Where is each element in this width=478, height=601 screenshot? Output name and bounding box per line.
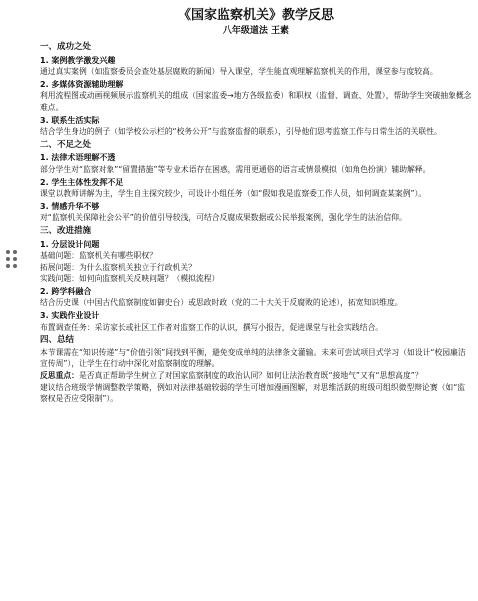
subsection-heading: 1. 案例教学激发兴趣 [40, 55, 116, 65]
section-heading: 四、总结 [40, 335, 75, 346]
paragraph: 结合历史课（中国古代监察制度如御史台）或思政时政（党的二十大关于反腐败的论述），拓宽知识维度。 [40, 298, 403, 308]
subsection-heading: 3. 联系生活实际 [40, 115, 100, 125]
question-extended: 拓展问题：为什么监察机关独立于行政机关？ [40, 262, 196, 272]
reflection-label: 反思重点： [40, 371, 79, 381]
paragraph: 结合学生身边的例子（如学校公示栏的“校务公开”与监察监督的联系），引导他们思考监察工作与日常生活的关联性。 [40, 127, 442, 137]
paragraph: 部分学生对“监察对象”“留置措施”等专业术语存在困惑，需用更通俗的语言或情景模拟（如角色扮演）辅助解释。 [40, 164, 431, 174]
reflection-text: 是否真正帮助学生树立了对国家监察制度的政治认同？如何让法治教育既“接地气”又有“思想高度”？ [78, 371, 423, 381]
question-basic: 基础问题：监察机关有哪些职权？ [40, 251, 157, 261]
section-heading: 一、成功之处 [40, 42, 92, 52]
question-practice: 实践问题：如何向监察机关反映问题？（模拟流程） [40, 274, 220, 284]
subsection-heading: 3. 情感升华不够 [40, 201, 100, 211]
paragraph: 布置调查任务：采访家长或社区工作者对监察工作的认识，撰写小报告，促进课堂与社会实践结合。 [40, 322, 384, 332]
paragraph: 对“监察机关保障社会公平”的价值引导较浅，可结合反腐成果数据或公民举报案例，强化学生的法治信仰。 [40, 213, 407, 223]
paragraph: 通过真实案例（如监察委员会查处基层腐败的新闻）导入课堂，学生能直观理解监察机关的作用，课堂参与度较高。 [40, 67, 438, 77]
subsection-heading: 1. 法律术语理解不透 [40, 153, 116, 163]
document-subtitle: 八年级道法 王素 [222, 26, 290, 36]
reflection-paragraph [40, 370, 472, 382]
paragraph: 课堂以教师讲解为主，学生自主探究较少，可设计小组任务（如“假如我是监察委工作人员，如何调查某案例”）。 [40, 189, 427, 199]
subsection-heading: 1. 分层设计问题 [40, 239, 100, 249]
section-heading: 三、改进措施 [40, 225, 92, 236]
paragraph: 本节课需在“知识传递”与“价值引领”间找到平衡，避免变成单纯的法律条文灌输。未来可尝试项目式学习（如设计“校园廉洁宣传周”），让学生在行动中深化对监察制度的理解。 [40, 347, 466, 369]
subsection-heading: 2. 学生主体性发挥不足 [40, 177, 124, 187]
subsection-heading: 2. 跨学科融合 [40, 286, 92, 296]
paragraph: 利用流程图或动画视频展示监察机关的组成（国家监委→地方各级监委）和职权（监督、调查、处置），帮助学生突破抽象概念难点。 [40, 91, 472, 112]
subsection-heading: 2. 多媒体资源辅助理解 [40, 79, 124, 89]
document-page [40, 8, 472, 405]
drag-handle[interactable] [6, 250, 18, 272]
document-title: 《国家监察机关》教学反思 [177, 8, 334, 23]
section-heading: 二、不足之处 [40, 139, 92, 150]
paragraph: 建议结合班级学情调整教学策略，例如对法律基础较弱的学生可增加漫画图解，对思维活跃的班级可组织微型辩论赛（如“监察权是否应受限制”）。 [40, 382, 466, 404]
subsection-heading: 3. 实践作业设计 [40, 311, 100, 321]
